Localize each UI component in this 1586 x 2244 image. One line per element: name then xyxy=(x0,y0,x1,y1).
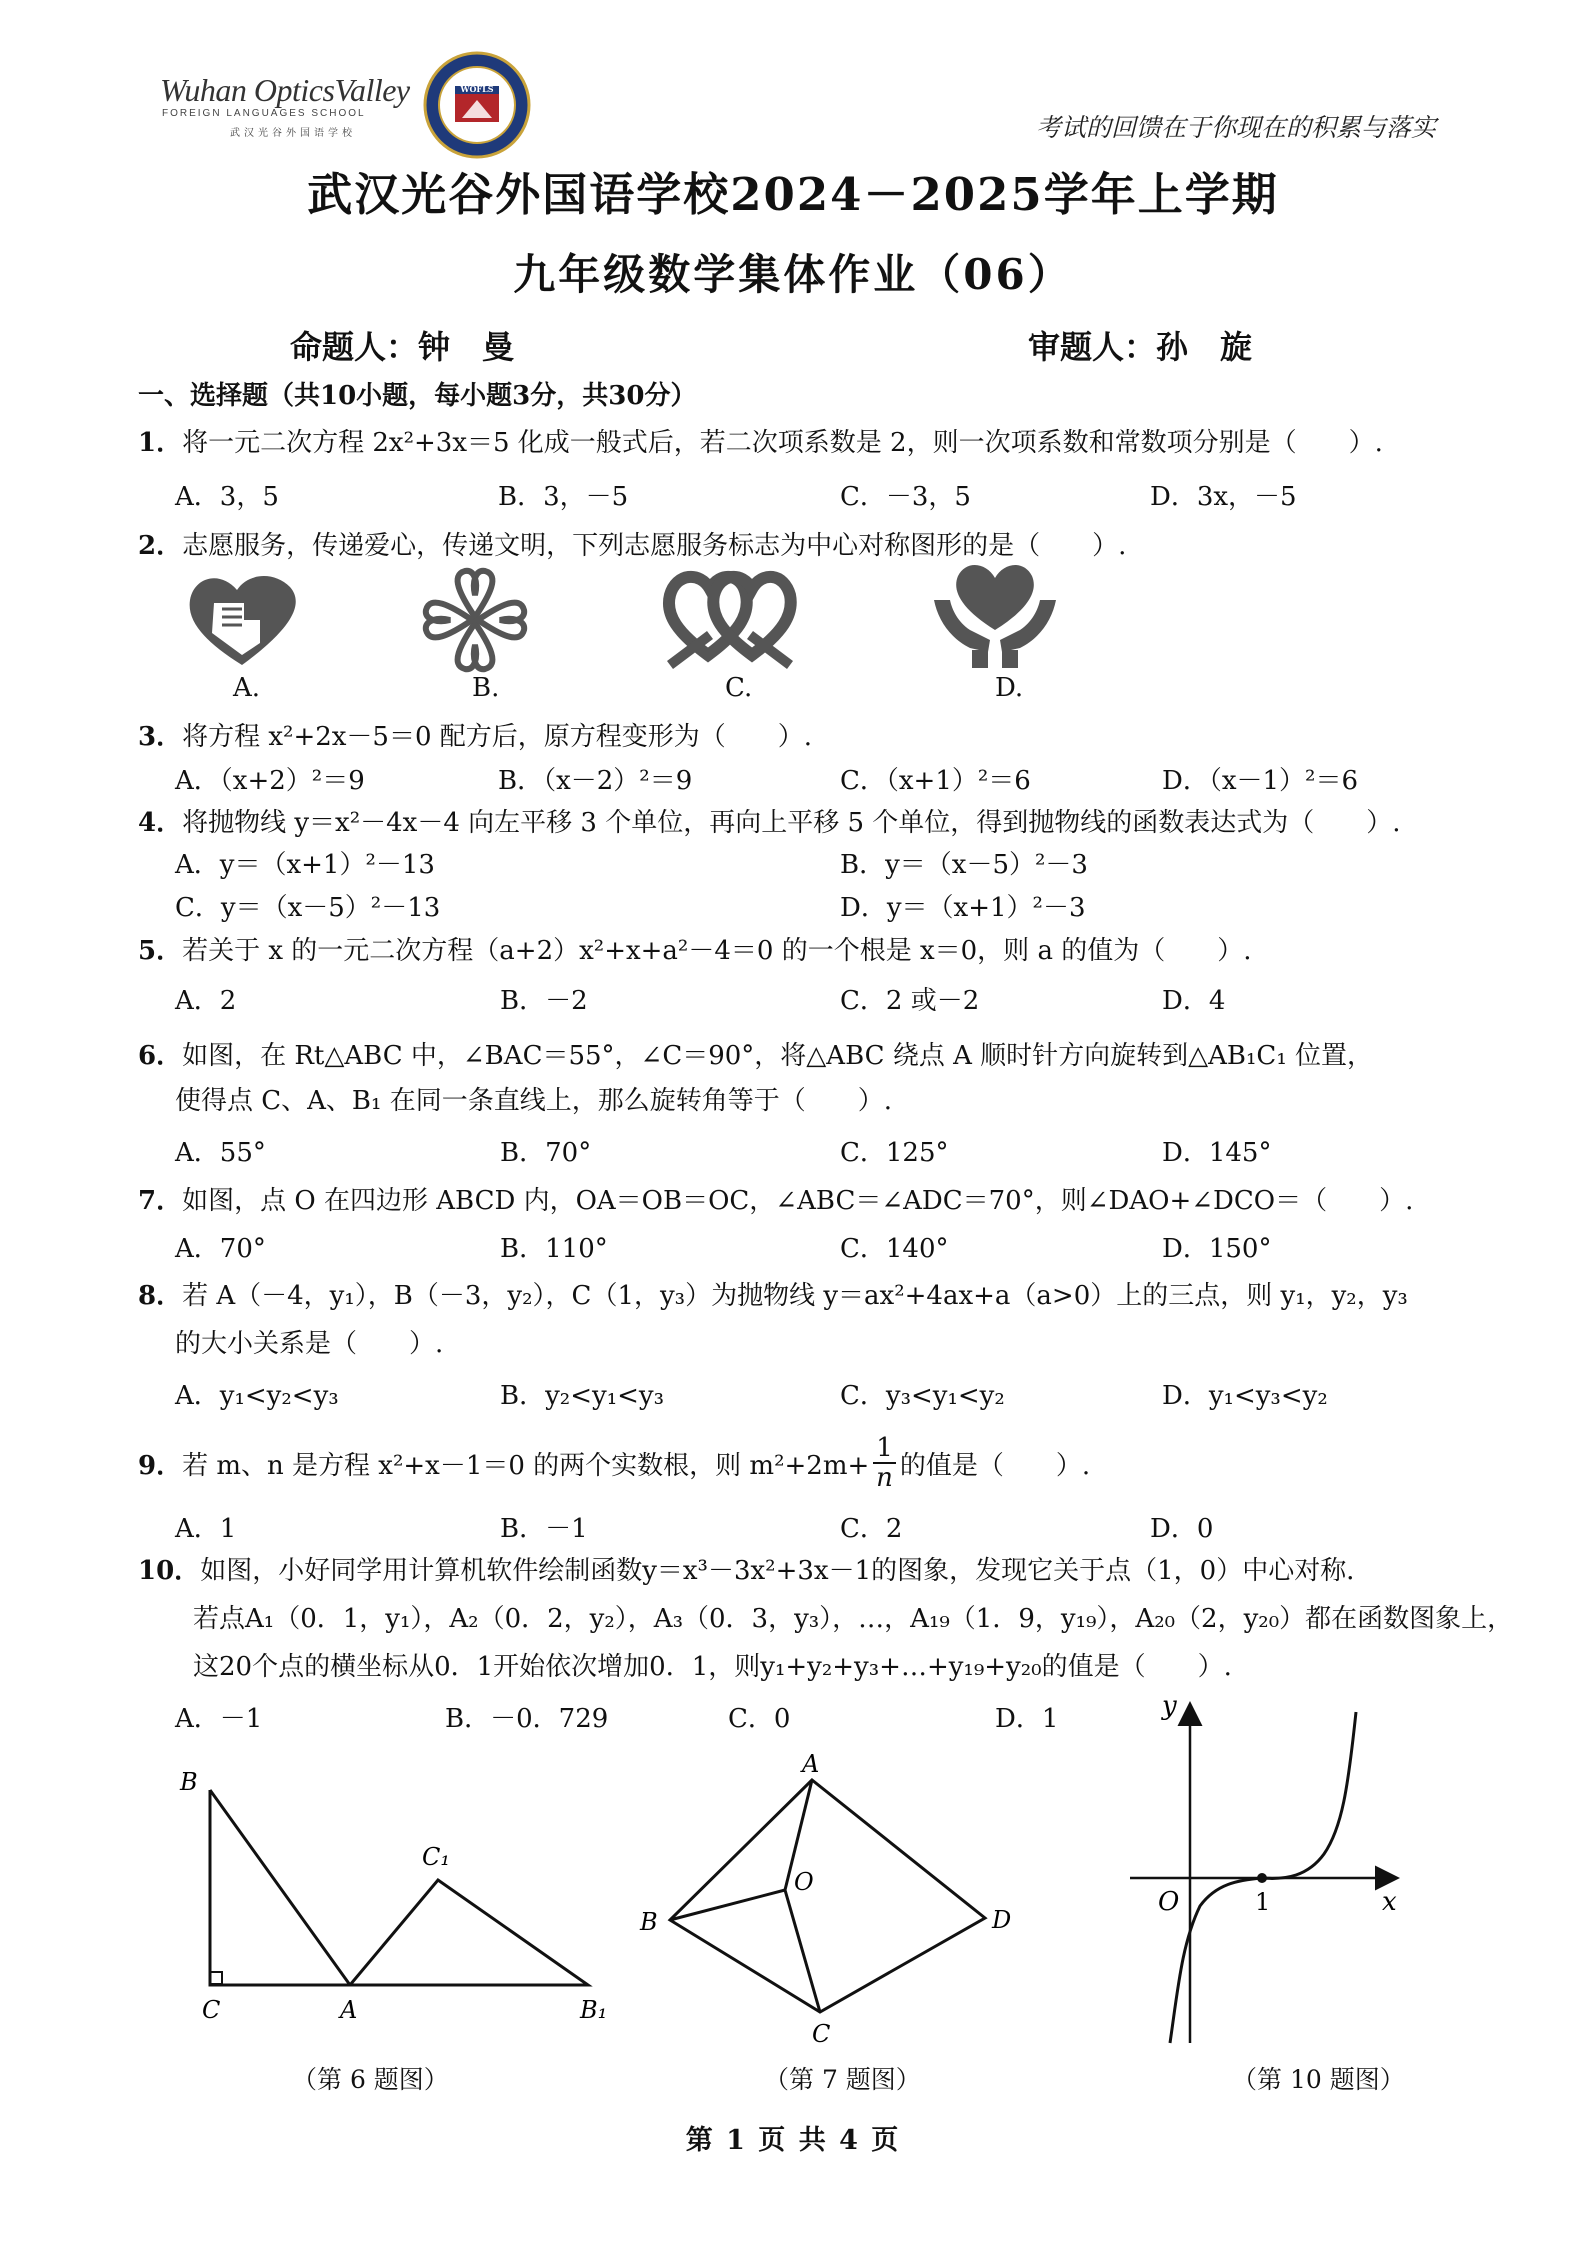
fraction-numerator: 1 xyxy=(873,1434,896,1464)
question-text: 志愿服务，传递爱心，传递文明，下列志愿服务标志为中心对称图形的是（ ）. xyxy=(182,531,1127,561)
label-one: 1 xyxy=(1255,1888,1271,1916)
option-a: A．70° xyxy=(175,1234,266,1264)
page-subtitle: 九年级数学集体作业（06） xyxy=(513,250,1073,299)
label-b1: B₁ xyxy=(580,1996,608,2024)
figure-6-caption: （第 6 题图） xyxy=(292,2065,449,2094)
option-b: B．－2 xyxy=(500,986,588,1016)
question-6 xyxy=(138,1035,1373,1072)
question-3 xyxy=(138,716,812,753)
option-c: C．2 或－2 xyxy=(840,986,980,1016)
label-x: x xyxy=(1382,1887,1397,1917)
question-number: 10． xyxy=(138,1556,201,1586)
option-a: A．－1 xyxy=(175,1704,263,1734)
question-text: 将一元二次方程 2x²+3x＝5 化成一般式后，若二次项系数是 2，则一次项系数和常数项分别是（ ）. xyxy=(182,428,1383,458)
option-a: A．55° xyxy=(175,1138,266,1168)
option-d: D．y＝（x+1）²－3 xyxy=(840,893,1086,923)
figure-10 xyxy=(1120,1688,1420,2058)
figure-7-caption: （第 7 题图） xyxy=(764,2065,921,2094)
clover-icon xyxy=(420,565,530,675)
question-text: 如图，小好同学用计算机软件绘制函数y＝x³－3x²+3x－1的图象，发现它关于点（1，0）中心对称． xyxy=(200,1556,1373,1586)
option-c: C．125° xyxy=(840,1138,949,1168)
option-d: D．3x，－5 xyxy=(1150,482,1297,512)
option-a: A．1 xyxy=(175,1514,237,1544)
heart-hand-icon xyxy=(182,565,304,675)
question-text-tail: 的值是（ ）. xyxy=(899,1451,1091,1481)
option-a: A．y＝（x+1）²－13 xyxy=(175,850,435,880)
question-number: 5． xyxy=(138,936,183,966)
option-b: B．3，－5 xyxy=(498,482,629,512)
option-d: D. xyxy=(995,673,1024,703)
option-a: A. xyxy=(233,673,261,703)
logo-text-cn: 武汉光谷外国语学校 xyxy=(230,128,356,139)
question-5 xyxy=(138,930,1251,967)
question-4 xyxy=(138,802,1401,839)
question-number: 2． xyxy=(138,531,183,561)
option-b: B. xyxy=(472,673,500,703)
label-a: A xyxy=(802,1750,820,1778)
question-8-line-2: 的大小关系是（ ）. xyxy=(175,1329,444,1359)
option-d: D．0 xyxy=(1150,1514,1214,1544)
option-c: C．y＝（x－5）²－13 xyxy=(175,893,441,923)
option-d: D．1 xyxy=(995,1704,1059,1734)
option-b: B．110° xyxy=(500,1234,608,1264)
seal-text: WOFLS xyxy=(460,84,494,94)
logo-text-sub: FOREIGN LANGUAGES SCHOOL xyxy=(162,108,366,119)
question-9 xyxy=(138,1433,1091,1496)
option-d: D．145° xyxy=(1162,1138,1272,1168)
question-text: 如图，在 Rt△ABC 中，∠BAC＝55°，∠C＝90°，将△ABC 绕点 A 顺时针方向旋转到△AB₁C₁ 位置， xyxy=(182,1041,1374,1071)
question-6-line-2: 使得点 C、A、B₁ 在同一条直线上，那么旋转角等于（ ）. xyxy=(175,1086,892,1116)
question-10-line-3: 这20个点的横坐标从0．1开始依次增加0．1，则y₁+y₂+y₃+…+y₁₉+y₂₀的值是（ ）. xyxy=(193,1652,1232,1682)
figure-10-caption: （第 10 题图） xyxy=(1232,2065,1405,2094)
question-8 xyxy=(138,1275,1408,1312)
question-number: 7． xyxy=(138,1186,183,1216)
page-title: 武汉光谷外国语学校2024－2025学年上学期 xyxy=(307,168,1279,221)
question-number: 6． xyxy=(138,1041,183,1071)
question-7 xyxy=(138,1180,1413,1217)
option-b: B．（x－2）²＝9 xyxy=(498,766,693,796)
option-b: B．y＝（x－5）²－3 xyxy=(840,850,1088,880)
option-c: C．（x+1）²＝6 xyxy=(840,766,1031,796)
quadrilateral-abcd xyxy=(670,1780,985,2012)
label-b: B xyxy=(640,1908,658,1936)
hands-holding-heart-icon xyxy=(930,560,1060,670)
triangle-ab1c1 xyxy=(350,1880,588,1985)
double-heart-ribbon-icon xyxy=(660,565,800,675)
option-c: C．0 xyxy=(728,1704,791,1734)
question-text: 若关于 x 的一元二次方程（a+2）x²+x+a²－4＝0 的一个根是 x＝0，则 a 的值为（ ）. xyxy=(182,936,1252,966)
label-c: C xyxy=(202,1996,221,2024)
question-text: 若 A（－4，y₁），B（－3，y₂），C（1，y₃）为抛物线 y＝ax²+4ax+a（a>0）上的三点，则 y₁，y₂，y₃ xyxy=(182,1281,1408,1311)
question-10-line-2: 若点A₁（0．1，y₁），A₂（0．2，y₂），A₃（0．3，y₃），…，A₁₉（1．9，y₁₉），A₂₀（2，y₂₀）都在函数图象上， xyxy=(193,1604,1514,1634)
label-c1: C₁ xyxy=(422,1843,450,1871)
school-logo xyxy=(160,50,530,160)
option-d: D．150° xyxy=(1162,1234,1272,1264)
option-c: C．140° xyxy=(840,1234,949,1264)
option-b: B．y₂<y₁<y₃ xyxy=(500,1381,665,1411)
reviewer: 审题人：孙 旋 xyxy=(1028,328,1253,366)
option-a: A．（x+2）²＝9 xyxy=(175,766,365,796)
label-b: B xyxy=(180,1768,198,1796)
label-y: y xyxy=(1162,1691,1177,1721)
option-c: C．－3，5 xyxy=(840,482,971,512)
option-d: D．（x－1）²＝6 xyxy=(1162,766,1359,796)
question-text: 将抛物线 y＝x²－4x－4 向左平移 3 个单位，再向上平移 5 个单位，得到抛物线的函数表达式为（ ）. xyxy=(182,808,1401,838)
option-c: C．2 xyxy=(840,1514,903,1544)
label-d: D xyxy=(992,1906,1012,1934)
label-o: O xyxy=(1158,1887,1180,1917)
fraction xyxy=(873,1434,896,1492)
label-o: O xyxy=(794,1868,814,1896)
page-footer: 第 1 页 共 4 页 xyxy=(685,2125,901,2156)
question-1 xyxy=(138,422,1383,459)
section-heading: 一、选择题（共10小题，每小题3分，共30分） xyxy=(138,381,697,411)
option-d: D．y₁<y₃<y₂ xyxy=(1162,1381,1328,1411)
logo-text-en: Wuhan OpticsValley xyxy=(160,72,410,108)
option-d: D．4 xyxy=(1162,986,1226,1016)
option-b: B．－1 xyxy=(500,1514,588,1544)
school-seal-icon xyxy=(422,50,532,160)
option-b: B．－0．729 xyxy=(445,1704,609,1734)
figure-7 xyxy=(630,1750,1020,2050)
point-1-0 xyxy=(1257,1873,1267,1883)
question-number: 3． xyxy=(138,722,183,752)
question-number: 8． xyxy=(138,1281,183,1311)
option-c: C. xyxy=(725,673,753,703)
label-a: A xyxy=(340,1996,358,2024)
option-b: B．70° xyxy=(500,1138,592,1168)
figure-6 xyxy=(160,1760,630,2030)
motto: 考试的回馈在于你现在的积累与落实 xyxy=(1035,113,1436,142)
question-number: 1． xyxy=(138,428,183,458)
author: 命题人：钟 曼 xyxy=(290,328,515,366)
triangle-abc xyxy=(210,1790,350,1985)
question-number: 9． xyxy=(138,1451,183,1481)
fraction-denominator: n xyxy=(876,1463,893,1493)
question-text: 将方程 x²+2x－5＝0 配方后，原方程变形为（ ）. xyxy=(182,722,813,752)
question-2 xyxy=(138,525,1126,562)
question-10 xyxy=(138,1550,1372,1587)
option-a: A．2 xyxy=(175,986,237,1016)
option-c: C．y₃<y₁<y₂ xyxy=(840,1381,1005,1411)
question-text: 如图，点 O 在四边形 ABCD 内，OA＝OB＝OC，∠ABC＝∠ADC＝70°，则∠DAO+∠DCO＝（ ）. xyxy=(182,1186,1414,1216)
option-a: A．3，5 xyxy=(175,482,279,512)
option-a: A．y₁<y₂<y₃ xyxy=(175,1381,339,1411)
question-number: 4． xyxy=(138,808,183,838)
label-c: C xyxy=(812,2020,831,2048)
question-text: 若 m、n 是方程 x²+x－1＝0 的两个实数根，则 m²+2m+ xyxy=(182,1451,870,1481)
